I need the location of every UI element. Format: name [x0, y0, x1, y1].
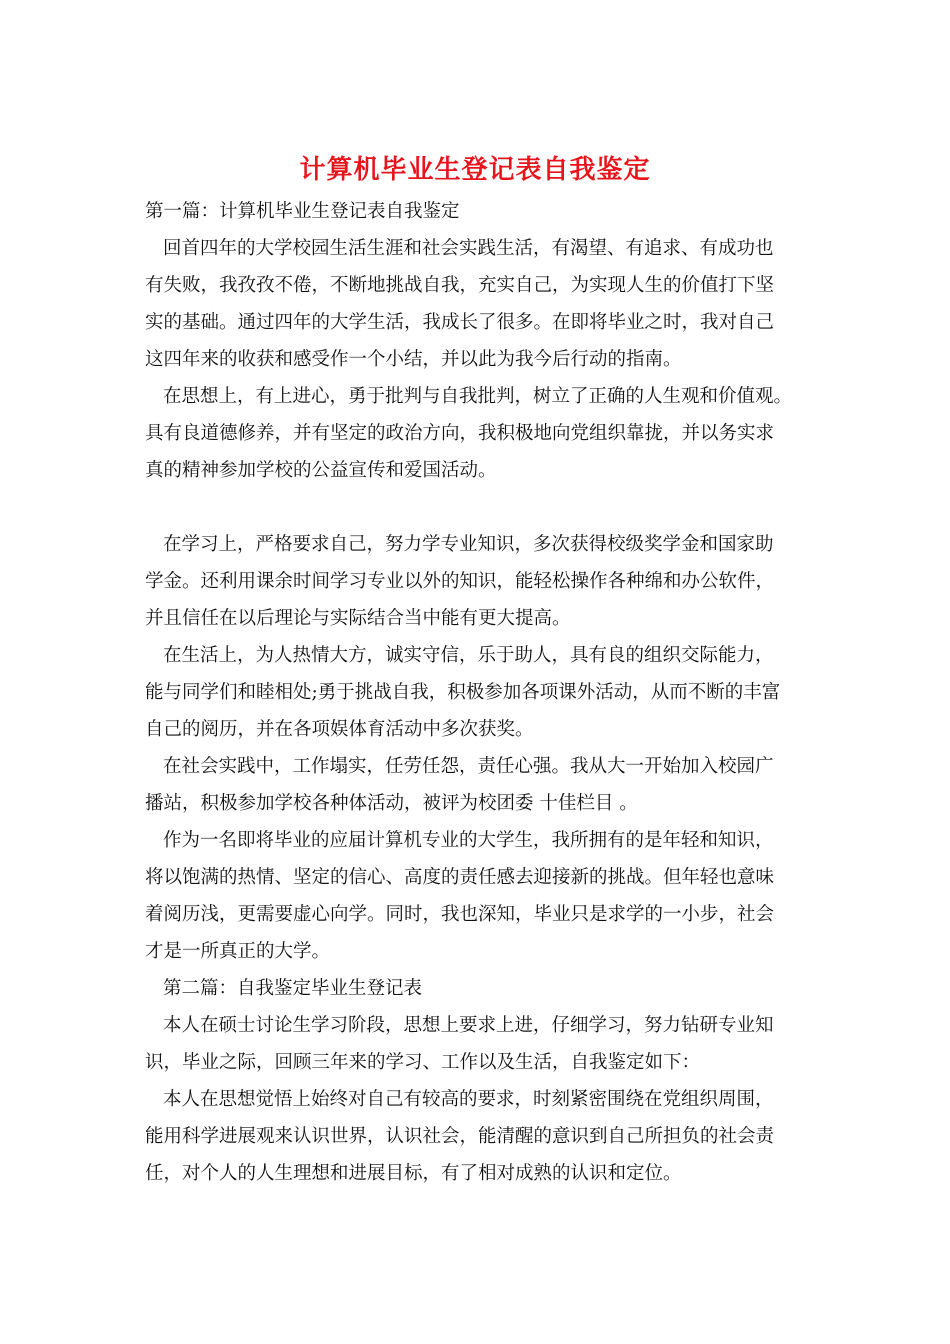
text-line: 第二篇：自我鉴定毕业生登记表: [163, 978, 423, 999]
text-line: 能用科学进展观来认识世界，认识社会，能清醒的意识到自己所担负的社会责: [145, 1126, 775, 1147]
text-line: 识，毕业之际，回顾三年来的学习、工作以及生活，自我鉴定如下：: [145, 1052, 701, 1073]
text-line: 能与同学们和睦相处;勇于挑战自我，积极参加各项课外活动，从而不断的丰富: [145, 682, 781, 703]
text-line: 实的基础。通过四年的大学生活，我成长了很多。在即将毕业之时，我对自己: [145, 312, 775, 333]
text-line: 有失败，我孜孜不倦，不断地挑战自我，充实自己，为实现人生的价值打下坚: [145, 275, 775, 296]
text-line: 任，对个人的人生理想和进展目标，有了相对成熟的认识和定位。: [145, 1163, 682, 1184]
text-line: 并且信任在以后理论与实际结合当中能有更大提高。: [145, 608, 571, 629]
text-line: 将以饱满的热情、坚定的信心、高度的责任感去迎接新的挑战。但年轻也意味: [145, 867, 775, 888]
blank-line: [145, 489, 810, 526]
text-line: 本人在思想觉悟上始终对自己有较高的要求，时刻紧密围绕在党组织周围，: [163, 1089, 774, 1110]
text-line: 在社会实践中，工作塌实，任劳任怨，责任心强。我从大一开始加入校园广: [163, 756, 774, 777]
text-line: 在生活上，为人热情大方，诚实守信，乐于助人，具有良的组织交际能力，: [163, 645, 774, 666]
text-line: 着阅历浅，更需要虚心向学。同时，我也深知，毕业只是求学的一小步，社会: [145, 904, 775, 925]
text-line: 在学习上，严格要求自己，努力学专业知识，多次获得校级奖学金和国家助: [163, 534, 774, 555]
text-line: 回首四年的大学校园生活生涯和社会实践生活，有渴望、有追求、有成功也: [163, 238, 774, 259]
text-line: 本人在硕士讨论生学习阶段，思想上要求上进，仔细学习，努力钻研专业知: [163, 1015, 774, 1036]
text-line: 才是一所真正的大学。: [145, 941, 331, 962]
text-line: 播站，积极参加学校各种体活动，被评为校团委 十佳栏目 。: [145, 793, 638, 814]
text-line: 在思想上，有上进心，勇于批判与自我批判，树立了正确的人生观和价值观。: [163, 386, 793, 407]
text-line: 作为一名即将毕业的应届计算机专业的大学生，我所拥有的是年轻和知识，: [163, 830, 774, 851]
document-title: 计算机毕业生登记表自我鉴定: [299, 155, 651, 185]
text-line: 第一篇：计算机毕业生登记表自我鉴定: [145, 201, 460, 222]
text-line: 真的精神参加学校的公益宣传和爱国活动。: [145, 460, 497, 481]
text-line: 自己的阅历，并在各项娱体育活动中多次获奖。: [145, 719, 534, 740]
text-line: 学金。还利用课余时间学习专业以外的知识，能轻松操作各种绵和办公软件，: [145, 571, 775, 592]
text-line: 具有良道德修养，并有坚定的政治方向，我积极地向党组织靠拢，并以务实求: [145, 423, 775, 444]
text-line: 这四年来的收获和感受作一个小结，并以此为我今后行动的指南。: [145, 349, 682, 370]
document-body: [145, 193, 810, 1192]
